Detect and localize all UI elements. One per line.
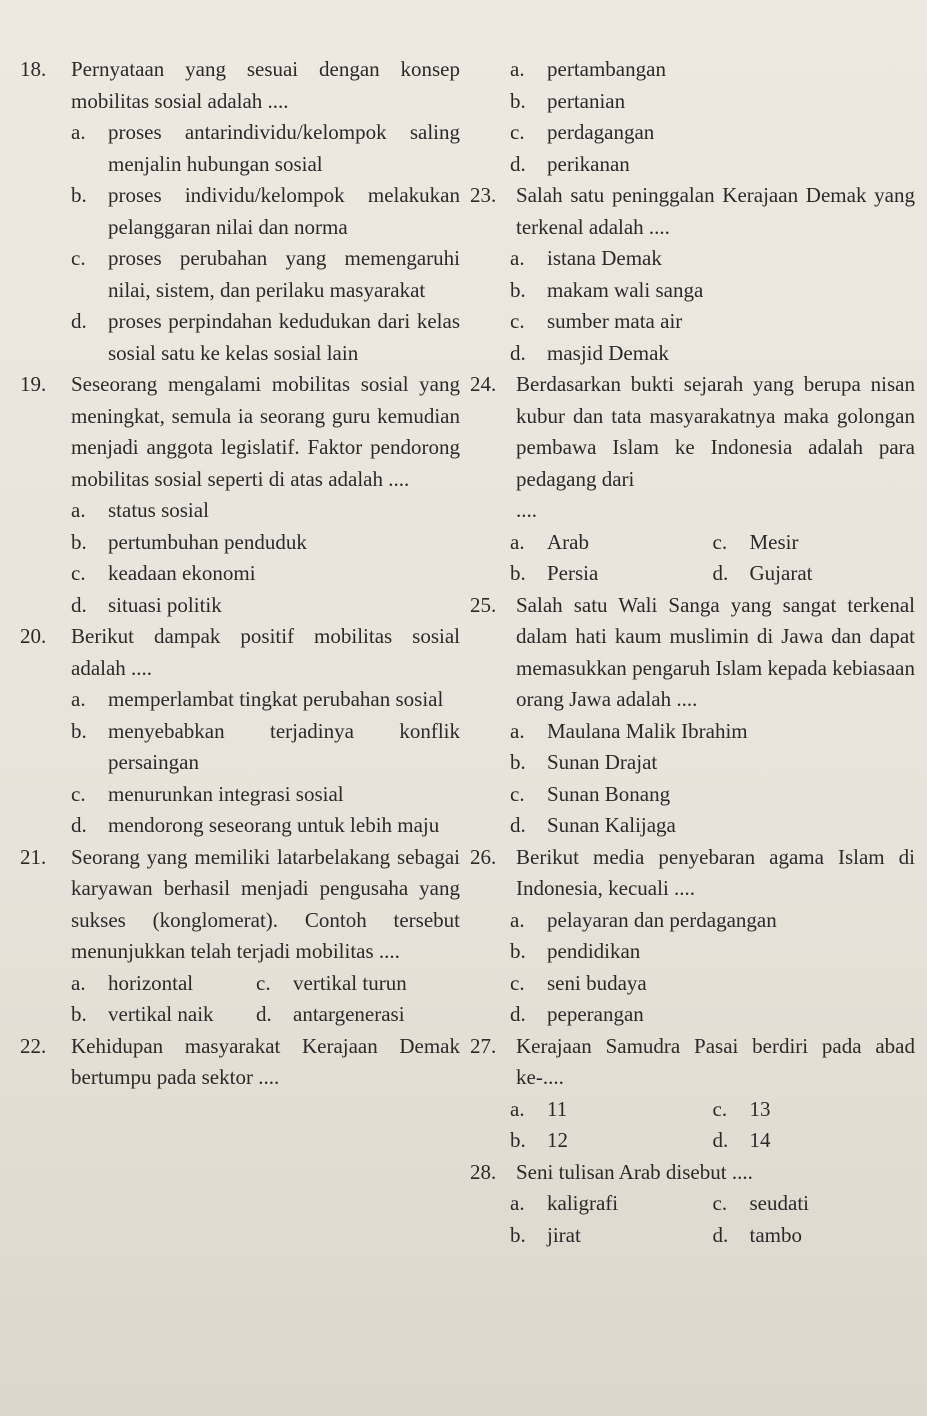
question-stem: Kerajaan Samudra Pasai berdiri pada abad ke-.... — [516, 1033, 915, 1089]
option-item[interactable]: a. pelayaran dan perdagangan — [510, 907, 777, 932]
option-item[interactable]: b. jirat — [510, 1222, 581, 1247]
option-item[interactable]: d. masjid Demak — [510, 340, 669, 365]
question-21 — [20, 842, 460, 968]
options-20 — [71, 684, 460, 842]
question-23 — [470, 180, 915, 243]
option-item[interactable]: c. sumber mata air — [510, 309, 683, 333]
option-item[interactable]: d. mendorong seseorang untuk lebih maju — [71, 813, 440, 837]
option-item[interactable]: d. 14 — [712, 1128, 771, 1152]
options-19 — [71, 495, 460, 621]
answer-blank: .... — [516, 498, 537, 522]
question-stem: Seni tulisan Arab disebut .... — [516, 1159, 753, 1184]
question-20 — [20, 621, 460, 684]
option-item[interactable]: b. Persia — [510, 561, 599, 585]
option-item[interactable]: c. proses perubahan yang memengaruhi nilai, sistem, dan perilaku masyarakat — [71, 246, 460, 302]
option-item[interactable]: a. memperlambat tingkat perubahan sosial — [71, 687, 444, 711]
option-item[interactable]: d. antargenerasi — [256, 1002, 405, 1026]
question-stem: Berikut media penyebaran agama Islam di Indonesia, kecuali .... — [516, 844, 915, 900]
question-number: 27. — [470, 1033, 497, 1058]
option-item[interactable]: a. proses antarindividu/kelompok saling menjalin hubungan sosial — [71, 120, 460, 176]
question-number: 21. — [20, 844, 47, 869]
option-item[interactable]: c. Mesir — [712, 529, 799, 554]
options-28 — [510, 1188, 915, 1251]
option-item[interactable]: c. seudati — [712, 1191, 809, 1215]
question-number: 25. — [470, 592, 497, 617]
question-stem: Kehidupan masyarakat Kerajaan Demak bertumpu pada sektor .... — [71, 1033, 460, 1089]
options-18 — [71, 117, 460, 369]
option-item[interactable]: b. pertanian — [510, 88, 626, 113]
question-number: 22. — [20, 1033, 47, 1058]
option-item[interactable]: c. keadaan ekonomi — [71, 561, 256, 585]
question-stem: Pernyataan yang sesuai dengan konsep mobilitas sosial adalah .... — [71, 57, 460, 113]
question-18 — [20, 54, 460, 117]
question-24 — [470, 369, 915, 495]
question-number: 20. — [20, 624, 47, 648]
options-23 — [510, 243, 915, 369]
option-item[interactable]: a. pertambangan — [510, 57, 666, 81]
option-item[interactable]: a. Maulana Malik Ibrahim — [510, 718, 748, 743]
option-item[interactable]: d. tambo — [712, 1222, 802, 1247]
question-number: 19. — [20, 372, 47, 396]
right-column — [470, 54, 915, 1251]
option-item[interactable]: a. horizontal — [71, 970, 194, 995]
option-item[interactable]: b. pendidikan — [510, 939, 641, 963]
question-number: 23. — [470, 183, 497, 207]
option-item[interactable]: d. perikanan — [510, 151, 630, 176]
option-item[interactable]: d. Sunan Kalijaga — [510, 813, 676, 837]
option-item[interactable]: c. 13 — [712, 1096, 771, 1121]
option-item[interactable]: c. menurunkan integrasi sosial — [71, 781, 344, 806]
question-number: 18. — [20, 57, 47, 81]
question-number: 26. — [470, 844, 497, 869]
left-column — [20, 54, 460, 1094]
question-stem: Seseorang mengalami mobilitas sosial yang meningkat, semula ia seorang guru kemudian menjadi anggota legislatif. Faktor pendorong mobilitas sosial seperti di atas adalah .... — [71, 372, 460, 491]
option-item[interactable]: a. status sosial — [71, 498, 209, 522]
option-item[interactable]: b. proses individu/kelompok melakukan pelanggaran nilai dan norma — [71, 183, 460, 239]
options-27 — [510, 1094, 915, 1157]
options-25 — [510, 716, 915, 842]
option-item[interactable]: b. vertikal naik — [71, 1002, 214, 1026]
option-item[interactable]: c. vertikal turun — [256, 970, 407, 995]
option-item[interactable]: b. makam wali sanga — [510, 277, 704, 302]
question-22 — [20, 1031, 460, 1094]
option-item[interactable]: a. 11 — [510, 1096, 568, 1121]
options-22 — [510, 54, 915, 180]
option-item[interactable]: d. situasi politik — [71, 592, 222, 617]
options-21 — [71, 968, 460, 1031]
option-item[interactable]: a. istana Demak — [510, 246, 662, 270]
question-stem: Berikut dampak positif mobilitas sosial adalah .... — [71, 624, 460, 680]
option-item[interactable]: b. 12 — [510, 1128, 568, 1152]
option-item[interactable]: d. proses perpindahan kedudukan dari kelas sosial satu ke kelas sosial lain — [71, 309, 460, 365]
question-25 — [470, 590, 915, 716]
question-19 — [20, 369, 460, 495]
options-26 — [510, 905, 915, 1031]
option-item[interactable]: d. Gujarat — [712, 561, 813, 585]
question-stem: Salah satu Wali Sanga yang sangat terkenal dalam hati kaum muslimin di Jawa dan dapat memasukkan pengaruh Islam kepada kebiasaan orang Jawa adalah .... — [516, 592, 915, 711]
question-stem: Berdasarkan bukti sejarah yang berupa nisan kubur dan tata masyarakatnya maka golongan pembawa Islam ke Indonesia adalah para pedagang dari — [516, 372, 915, 491]
question-number: 28. — [470, 1159, 497, 1184]
question-26 — [470, 842, 915, 905]
option-item[interactable]: b. pertumbuhan penduduk — [71, 529, 307, 554]
question-28 — [470, 1157, 915, 1189]
question-27 — [470, 1031, 915, 1094]
option-item[interactable]: c. perdagangan — [510, 120, 655, 144]
question-number: 24. — [470, 372, 497, 396]
option-item[interactable]: c. Sunan Bonang — [510, 781, 671, 806]
option-item[interactable]: a. kaligrafi — [510, 1191, 619, 1215]
question-stem: Seorang yang memiliki latarbelakang sebagai karyawan berhasil menjadi pengusaha yang sukses (konglomerat). Contoh tersebut menunjukkan telah terjadi mobilitas .... — [71, 844, 460, 963]
option-item[interactable]: b. Sunan Drajat — [510, 750, 658, 774]
question-stem: Salah satu peninggalan Kerajaan Demak yang terkenal adalah .... — [516, 183, 915, 239]
option-item[interactable]: d. peperangan — [510, 1002, 644, 1026]
option-item[interactable]: a. Arab — [510, 529, 589, 554]
option-item[interactable]: c. seni budaya — [510, 970, 647, 995]
option-item[interactable]: b. menyebabkan terjadinya konflik persaingan — [71, 718, 460, 774]
options-24 — [510, 527, 915, 590]
